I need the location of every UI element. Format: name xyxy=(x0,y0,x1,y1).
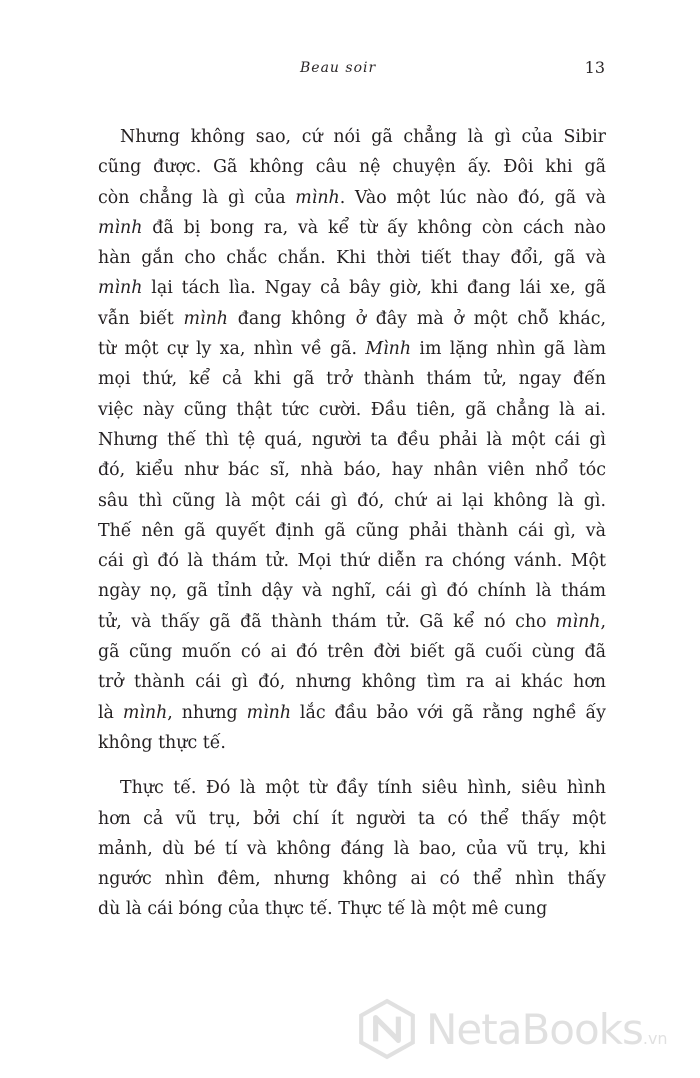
text-line xyxy=(98,304,606,334)
text-run: , xyxy=(600,611,606,632)
text-run: Nhưng thế thì tệ quá, người ta đều phải là một cái gì xyxy=(98,429,606,450)
text-run: lắc đầu bảo với gã rằng nghề ấy xyxy=(291,702,606,723)
watermark-text: NetaBooks.vn xyxy=(426,1004,668,1054)
text-run: Thế nên gã quyết định gã cũng phải thành cái gì, và xyxy=(98,520,606,541)
text-line xyxy=(98,273,606,303)
text-run: hàn gắn cho chắc chắn. Khi thời tiết thay đổi, gã và xyxy=(98,248,606,269)
italic-word: mình xyxy=(98,217,143,238)
text-line xyxy=(98,364,606,394)
paragraph xyxy=(98,122,606,758)
text-run: gã cũng muốn có ai đó trên đời biết gã cuối cùng đã xyxy=(98,642,606,663)
text-line xyxy=(98,546,606,576)
paragraph xyxy=(98,773,606,924)
text-line xyxy=(98,516,606,546)
text-line xyxy=(98,698,606,728)
text-line xyxy=(98,804,606,834)
netabooks-watermark xyxy=(356,994,686,1064)
text-line xyxy=(98,425,606,455)
text-run: cái gì đó là thám tử. Mọi thứ diễn ra chóng vánh. Một xyxy=(98,551,606,572)
text-run: từ một cự ly xa, nhìn về gã. xyxy=(98,339,366,360)
italic-word: mình xyxy=(122,702,168,723)
text-line xyxy=(98,455,606,485)
text-run: Nhưng không sao, cứ nói gã chẳng là gì của Sibir xyxy=(120,127,606,147)
text-line xyxy=(98,122,606,152)
text-run: , nhưng xyxy=(167,702,247,723)
italic-word: mình xyxy=(556,611,601,632)
page-number: 13 xyxy=(584,58,605,77)
text-run: hơn cả vũ trụ, bởi chí ít người ta có thể thấy một xyxy=(98,808,606,829)
text-run: đã bị bong ra, và kể từ ấy không còn cách nào xyxy=(142,217,606,238)
text-run: đó, kiểu như bác sĩ, nhà báo, hay nhân viên nhổ tóc xyxy=(98,460,606,481)
text-run: ngày nọ, gã tỉnh dậy và nghĩ, cái gì đó chính là thám xyxy=(98,581,606,602)
text-run: lại tách lìa. Ngay cả bây giờ, khi đang lái xe, gã xyxy=(142,278,606,299)
text-run: vẫn biết xyxy=(98,308,184,329)
text-run: dù là cái bóng của thực tế. Thực tế là một mê cung xyxy=(98,899,548,920)
text-run: việc này cũng thật tức cười. Đầu tiên, gã chẳng là ai. xyxy=(98,399,606,420)
text-run: là xyxy=(98,702,123,723)
text-run: im lặng nhìn gã làm xyxy=(411,339,607,360)
text-line xyxy=(98,576,606,606)
text-line xyxy=(98,728,606,758)
running-title: Beau soir xyxy=(300,60,377,76)
text-run: Thực tế. Đó là một từ đầy tính siêu hình, siêu hình xyxy=(120,778,606,799)
text-run: không thực tế. xyxy=(98,732,226,753)
netabooks-logo-icon xyxy=(356,998,418,1060)
italic-word: mình xyxy=(98,278,143,299)
text-line xyxy=(98,637,606,667)
text-line xyxy=(98,183,606,213)
text-run: tử, và thấy gã đã thành thám tử. Gã kể nó cho xyxy=(98,611,557,632)
text-line xyxy=(98,243,606,273)
text-run: còn chẳng là gì của xyxy=(98,187,296,208)
italic-word: mình xyxy=(183,308,228,329)
text-line xyxy=(98,152,606,182)
text-run: sâu thì cũng là một cái gì đó, chứ ai lại không là gì. xyxy=(98,490,606,511)
text-line xyxy=(98,607,606,637)
text-run: . Vào một lúc nào đó, gã và xyxy=(339,187,606,208)
text-line xyxy=(98,773,606,803)
italic-word: mình xyxy=(295,187,340,208)
italic-word: mình xyxy=(246,702,292,723)
text-run: cũng được. Gã không câu nệ chuyện ấy. Đôi khi gã xyxy=(98,157,606,178)
text-line xyxy=(98,894,606,924)
italic-word: Mình xyxy=(365,339,412,360)
text-run: mọi thứ, kể cả khi gã trở thành thám tử, ngay đến xyxy=(98,369,606,390)
body-text xyxy=(98,122,606,925)
text-line xyxy=(98,864,606,894)
text-line xyxy=(98,334,606,364)
text-line xyxy=(98,213,606,243)
text-line xyxy=(98,486,606,516)
text-run: trở thành cái gì đó, nhưng không tìm ra ai khác hơn xyxy=(98,672,606,693)
text-run: mảnh, dù bé tí và không đáng là bao, của vũ trụ, khi xyxy=(98,838,606,859)
text-line xyxy=(98,834,606,864)
text-run: ngước nhìn đêm, nhưng không ai có thể nhìn thấy xyxy=(98,869,606,890)
text-line xyxy=(98,667,606,697)
text-run: đang không ở đây mà ở một chỗ khác, xyxy=(228,308,607,329)
text-line xyxy=(98,395,606,425)
